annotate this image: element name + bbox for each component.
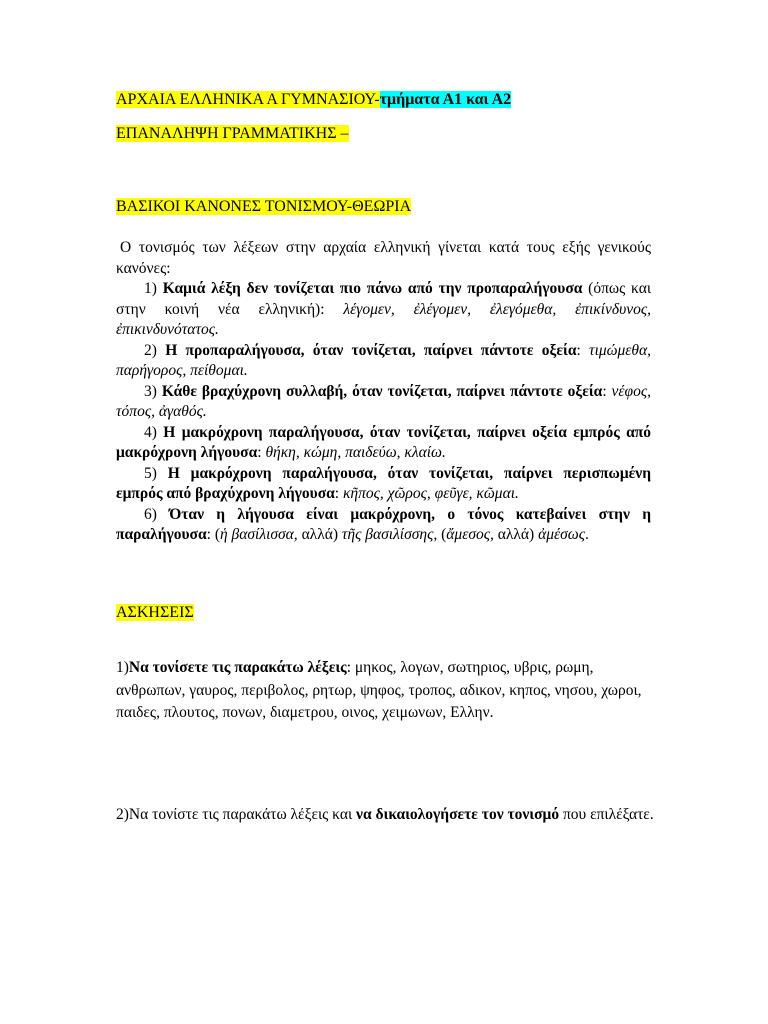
rule-examples: νέφος, τόπος, ἀγαθός. — [116, 382, 652, 420]
document-title — [116, 90, 511, 110]
rule-4 — [116, 423, 651, 464]
rule-number: 6) — [144, 505, 157, 523]
rule-number: 2) — [144, 341, 157, 359]
rule-statement: Κάθε βραχύχρονη συλλαβή, όταν τονίζεται, παίρνει πάντοτε οξεία — [161, 382, 603, 400]
exercises-heading — [116, 603, 194, 623]
rule-number: 1) — [144, 280, 157, 297]
exercise-2-text — [116, 800, 656, 830]
rule-example: τῆς βασιλίσσης, — [341, 526, 438, 543]
exercise-number: 1) — [116, 659, 129, 676]
theory-intro: Ο τονισμός των λέξεων στην αρχαία ελληνική γίνεται κατά τους εξής γενικούς κανόνες: — [116, 239, 651, 277]
exercise-1 — [116, 657, 656, 725]
title-classes: τμήματα Α1 και Α2 — [379, 91, 512, 108]
rule-statement: Καμιά λέξη δεν τονίζεται πιο πάνω από την προπαραλήγουσα — [162, 280, 583, 297]
rule-example: ἀμέσως — [538, 526, 585, 543]
rule-text: : — [257, 444, 266, 461]
exercises-heading-text: ΑΣΚΗΣΕΙΣ — [116, 604, 194, 621]
rule-text: : ( — [206, 526, 220, 543]
exercise-instruction: Να τονίσετε τις παρακάτω λέξεις — [128, 659, 347, 676]
rule-text: : — [602, 382, 612, 400]
document-subtitle — [116, 124, 349, 144]
theory-heading — [116, 197, 411, 217]
rule-statement: Η μακρόχρονη παραλήγουσα, όταν τονίζεται, παίρνει οξεία εμπρός από μακρόχρονη λήγουσα — [116, 423, 651, 461]
rule-examples: λέγομεν, ἐλέγομεν, ἐλεγόμεθα, ἐπικίνδυνος, ἐπικινδυνότατος. — [116, 300, 651, 338]
theory-heading-text: ΒΑΣΙΚΟΙ ΚΑΝΟΝΕΣ ΤΟΝΙΣΜΟΥ-ΘΕΩΡΙΑ — [116, 198, 412, 215]
rule-text: . — [584, 526, 589, 543]
rule-2 — [116, 341, 651, 382]
rule-3 — [116, 382, 651, 423]
rule-examples: τιμώμεθα, παρήγορος, πείθομαι. — [116, 341, 652, 379]
rule-example: ἡ βασίλισσα, — [219, 526, 298, 543]
rule-number: 3) — [144, 382, 157, 400]
exercise-instruction-end: που επιλέξατε. — [559, 806, 654, 823]
rule-text: ( — [437, 526, 447, 543]
rule-5 — [116, 464, 651, 505]
subtitle-text: ΕΠΑΝΑΛΗΨΗ ΓΡΑΜΜΑΤΙΚΗΣ – — [116, 125, 349, 142]
exercise-instruction: 2)Να τονίστε τις παρακάτω λέξεις και — [116, 806, 357, 823]
rule-text: αλλά) — [493, 526, 539, 543]
theory-section — [116, 238, 651, 546]
exercise-2 — [116, 800, 656, 830]
rule-statement: Η μακρόχρονη παραλήγουσα, όταν τονίζεται, παίρνει περισπωμένη εμπρός από βραχύχρονη λήγουσα — [116, 464, 651, 502]
rule-example: ἄμεσος, — [446, 526, 494, 543]
title-main: ΑΡΧΑΙΑ ΕΛΛΗΝΙΚΑ Α ΓΥΜΝΑΣΙΟΥ- — [116, 91, 380, 108]
exercise-words: : μηκος, λογων, σωτηριος, υβρις, ρωμη, ανθρωπων, γαυρος, περιβολος, ρητωρ, ψηφος, τροπος, αδικον, κηπος, νησου, χωροι, παιδες, πλουτος, πονων, διαμετρου, οινος, χειμωνων, Ελλην. — [116, 659, 642, 721]
exercise-1-text — [116, 657, 656, 725]
rule-statement: Όταν η λήγουσα είναι μακρόχρονη, ο τόνος κατεβαίνει στην η παραλήγουσα — [116, 505, 652, 543]
rule-number: 4) — [144, 423, 157, 441]
rule-statement: Η προπαραλήγουσα, όταν τονίζεται, παίρνει πάντοτε οξεία — [165, 341, 577, 359]
rule-number: 5) — [144, 464, 157, 482]
rule-examples: κῆπος, χῶρος, φεῦγε, κῶμαι. — [342, 485, 519, 502]
rule-6 — [116, 505, 651, 546]
rule-text: : — [576, 341, 590, 359]
exercise-instruction-bold: να δικαιολογήσετε τον τονισμό — [356, 806, 560, 823]
rule-text: (όπως και στην κοινή νέα ελληνική): — [116, 280, 652, 318]
rule-text: : — [334, 485, 343, 502]
rule-text: αλλά) — [297, 526, 342, 543]
rule-examples: θήκη, κώμη, παιδεύω, κλαίω. — [265, 444, 446, 461]
rule-1 — [116, 279, 651, 341]
